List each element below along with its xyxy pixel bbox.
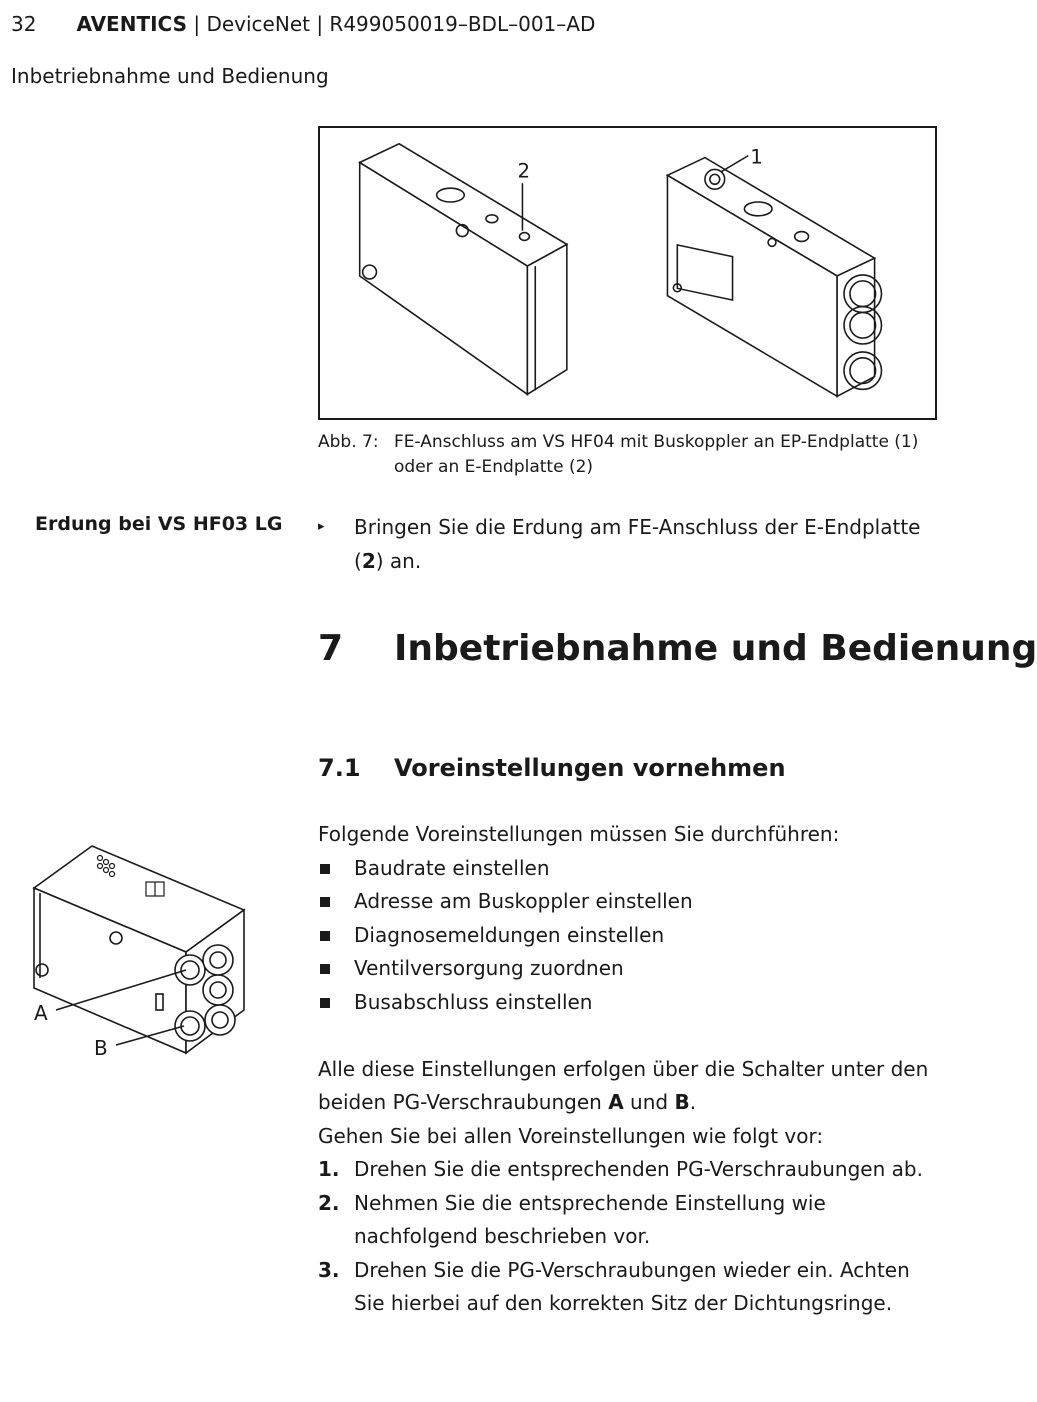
bullet-arrow-icon: ▸ (318, 519, 325, 534)
chapter-number: 7 (318, 628, 344, 669)
callout-1: 1 (750, 145, 763, 169)
list-item-text: Busabschluss einstellen (354, 989, 593, 1014)
e-endplate-drawing (360, 144, 567, 395)
ref-a: A (608, 1090, 624, 1114)
header-separator: | (187, 12, 207, 36)
ep-endplate-drawing (667, 158, 881, 397)
page-number: 32 (11, 12, 37, 36)
brand-name: AVENTICS (76, 12, 187, 36)
section-number: 7.1 (318, 754, 361, 782)
square-bullet-icon (320, 931, 330, 941)
settings-list (318, 852, 943, 1020)
paragraph-text: . (689, 1090, 697, 1114)
caption-label: Abb. 7: (318, 432, 379, 452)
list-item-text: Diagnosemeldungen einstellen (354, 922, 665, 947)
step-number: 3. (318, 1257, 340, 1282)
step-number: 2. (318, 1190, 340, 1215)
product-name: DeviceNet (206, 12, 310, 36)
margin-heading: Erdung bei VS HF03 LG (35, 513, 283, 535)
caption-text: FE-Anschluss am VS HF04 mit Buskoppler an EP-Endplatte (1) oder an E-Endplatte (2) (394, 432, 919, 477)
procedure-steps (318, 1153, 943, 1321)
instruction-step (318, 510, 943, 578)
step-item (318, 1153, 943, 1187)
callout-2: 2 (517, 159, 531, 183)
intro-text: Folgende Voreinstellungen müssen Sie durchführen: (318, 822, 840, 846)
list-item-text: Adresse am Buskoppler einstellen (354, 889, 693, 913)
explanation-paragraph (318, 1053, 943, 1120)
figure-fe-connection (318, 126, 937, 420)
section-title: Voreinstellungen vornehmen (394, 754, 786, 782)
paragraph-text: Alle diese Einstellungen erfolgen über die Schalter unter den beiden PG-Verschraubungen (318, 1056, 929, 1114)
running-section-title: Inbetriebnahme und Bedienung (11, 64, 329, 88)
square-bullet-icon (320, 964, 330, 974)
square-bullet-icon (320, 998, 330, 1008)
step-item (318, 1254, 943, 1321)
label-b: B (94, 1036, 108, 1060)
list-item (318, 986, 943, 1020)
section-body (318, 818, 943, 1321)
instruction-ref: 2 (361, 549, 376, 573)
header-separator: | (309, 12, 330, 36)
list-item (318, 952, 943, 986)
step-text: Drehen Sie die entsprechenden PG-Verschraubungen ab. (354, 1157, 923, 1181)
section-heading (318, 754, 786, 782)
step-number: 1. (318, 1157, 340, 1181)
procedure-intro: Gehen Sie bei allen Voreinstellungen wie folgt vor: (318, 1123, 824, 1148)
list-item-text: Ventilversorgung zuordnen (354, 956, 624, 980)
list-item (318, 852, 943, 886)
instruction-text-end: ) an. (375, 549, 422, 573)
label-a: A (34, 1001, 48, 1025)
running-header (11, 12, 595, 36)
step-item (318, 1187, 943, 1254)
paragraph-text: und (623, 1090, 675, 1114)
figure-caption (318, 430, 943, 480)
chapter-title: Inbetriebnahme und Bedienung (394, 628, 1037, 669)
ref-b: B (674, 1090, 690, 1114)
step-text: Drehen Sie die PG-Verschraubungen wieder ein. Achten Sie hierbei auf den korrekten Sitz der Dichtungsringe. (354, 1257, 910, 1315)
chapter-heading (318, 628, 1037, 669)
square-bullet-icon (320, 897, 330, 907)
list-item (318, 885, 943, 919)
square-bullet-icon (320, 864, 330, 874)
list-item-text: Baudrate einstellen (354, 855, 550, 880)
step-text: Nehmen Sie die entsprechende Einstellung wie nachfolgend beschrieben vor. (354, 1190, 826, 1248)
instruction-text: Bringen Sie die Erdung am FE-Anschluss der E-Endplatte ( (354, 515, 921, 573)
figure-bus-coupler (22, 838, 282, 1073)
document-id: R499050019–BDL–001–AD (329, 12, 596, 36)
list-item (318, 919, 943, 953)
